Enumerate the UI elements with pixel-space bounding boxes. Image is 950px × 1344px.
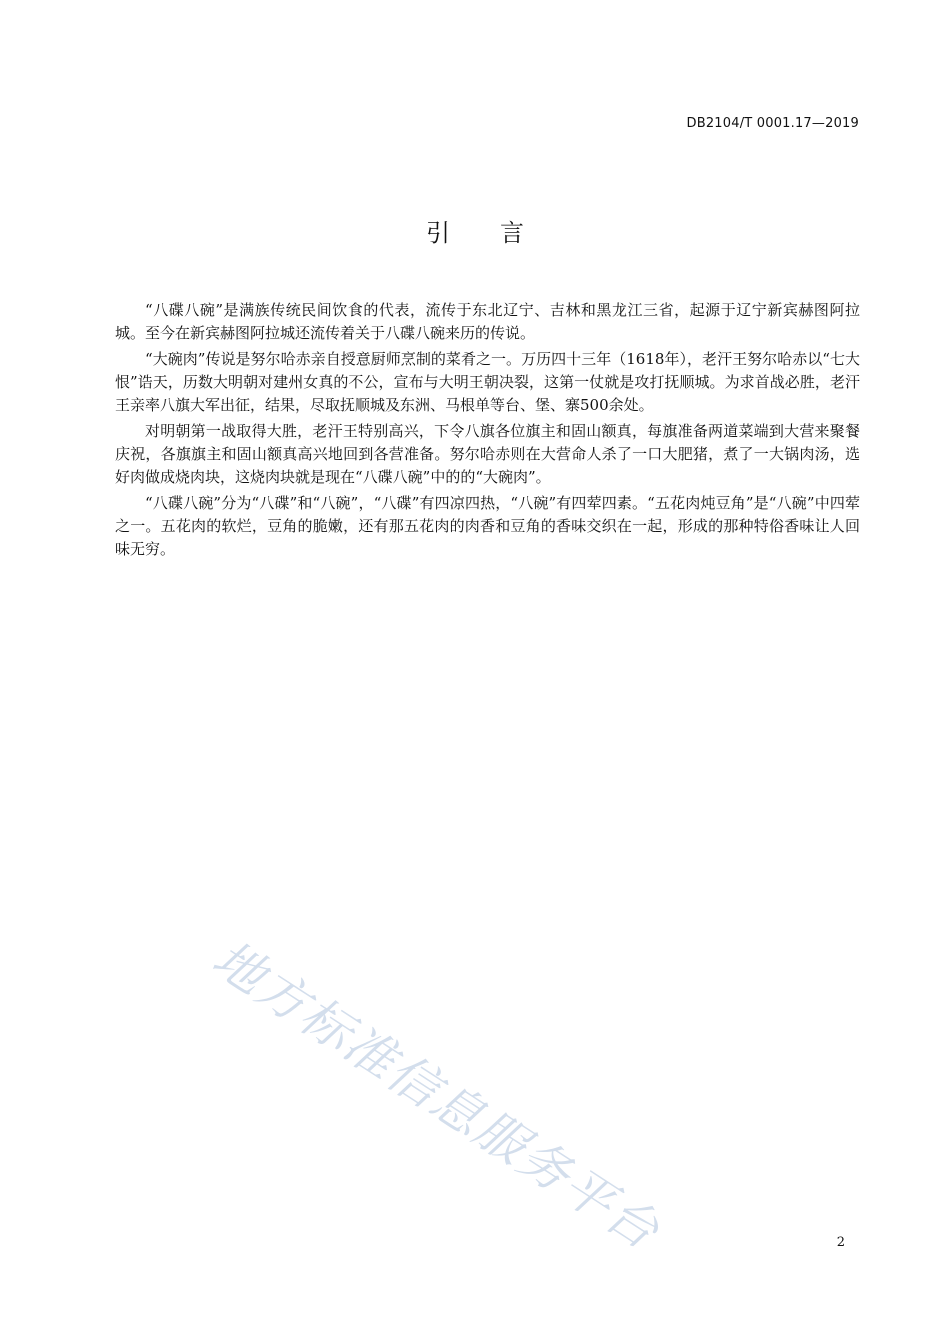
watermark: 地方标准信息服务平台: [202, 929, 671, 1262]
paragraph-legend: “大碗肉”传说是努尔哈赤亲自授意厨师烹制的菜肴之一。万历四十三年（1618年），老汗王努尔哈赤以“七大恨”诰天，历数大明朝对建州女真的不公，宣布与大明王朝决裂，这第一仗就是攻打抚顺城。为求首战必胜，老汗王亲率八旗大军出征，结果，尽取抚顺城及东洲、马根单等台、堡、寨500余处。: [115, 350, 860, 414]
document-code: DB2104/T 0001.17—2019: [686, 116, 859, 131]
paragraph-celebration: 对明朝第一战取得大胜，老汗王特别高兴，下令八旗各位旗主和固山额真，每旗准备两道菜端到大营来聚餐庆祝，各旗旗主和固山额真高兴地回到各营准备。努尔哈赤则在大营命人杀了一口大肥猪，煮了一大锅肉汤，选好肉做成烧肉块，这烧肉块就是现在“八碟八碗”中的的“大碗肉”。: [115, 422, 860, 486]
paragraph-origin: “八碟八碗”是满族传统民间饮食的代表，流传于东北辽宁、吉林和黑龙江三省，起源于辽宁新宾赫图阿拉城。至今在新宾赫图阿拉城还流传着关于八碟八碗来历的传说。: [115, 301, 860, 342]
page-title: 引言: [426, 219, 574, 247]
page-number: 2: [836, 1235, 845, 1250]
paragraph-dishes: “八碟八碗”分为“八碟”和“八碗”，“八碟”有四凉四热，“八碗”有四荤四素。“五花肉炖豆角”是“八碗”中四荤之一。五花肉的软烂，豆角的脆嫩，还有那五花肉的肉香和豆角的香味交织在一起，形成的那种特俗香味让人回味无穷。: [115, 494, 860, 558]
body-text: [115, 299, 860, 564]
